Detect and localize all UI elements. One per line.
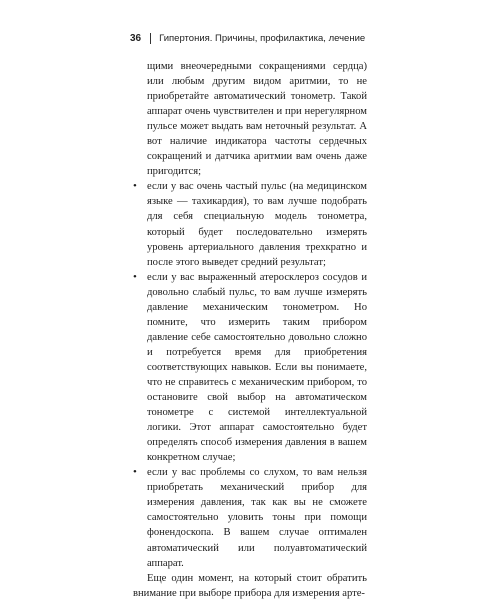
page-number: 36: [130, 32, 142, 44]
list-item-text: если у вас очень частый пульс (на медицинском языке — тахикардия), то вам лучше подобрать для себя специальную модель тонометра, который будет последовательно измерять уровень артериального давления трехкратно и после этого выведет средний результат;: [147, 181, 367, 268]
header-divider: [150, 33, 151, 44]
running-head: [130, 31, 365, 45]
closing-paragraph: Еще один момент, на который стоит обратить внимание при выборе прибора для измерения арте-: [133, 572, 367, 599]
list-item-text: если у вас выраженный атеросклероз сосудов и довольно слабый пульс, то вам лучше измерять давление механическим тонометром. Но помните, что измерить таким прибором давление себе самостоятельно довольно сложно и потребуется время для приобретения соответствующих навыков. Если вы понимаете, что не справитесь с механическим прибором, то остановите свой выбор на автоматическом тонометре с системой интеллектуальной логики. Этот аппарат самостоятельно будет определять способ измерения давления в вашем конкретном случае;: [147, 271, 367, 464]
bullet-icon: •: [133, 466, 137, 479]
bullet-icon: •: [133, 180, 137, 193]
body-text: [133, 59, 367, 601]
list-item-text: если у вас проблемы со слухом, то вам нельзя приобретать механический прибор для измерения давления, так как вы не сможете самостоятельно уловить тоны при помощи фонендоскопа. В вашем случае оптимален автоматический или полуавтоматический аппарат.: [147, 467, 367, 569]
list-item: [133, 179, 367, 269]
running-title: Гипертония. Причины, профилактика, лечение: [159, 32, 366, 44]
list-item: [133, 270, 367, 466]
bullet-list: [133, 179, 367, 570]
bullet-icon: •: [133, 270, 137, 283]
continued-paragraph: щими внеочередными сокращениями сердца) или любым другим видом аритмии, то не приобретайте автоматический тонометр. Такой аппарат очень чувствителен и при нерегулярном пульсе может выдать вам неточный результат. А вот наличие индикатора частоты сердечных сокращений и датчика аритмии вам очень даже пригодится;: [147, 61, 367, 178]
list-item: [133, 465, 367, 570]
